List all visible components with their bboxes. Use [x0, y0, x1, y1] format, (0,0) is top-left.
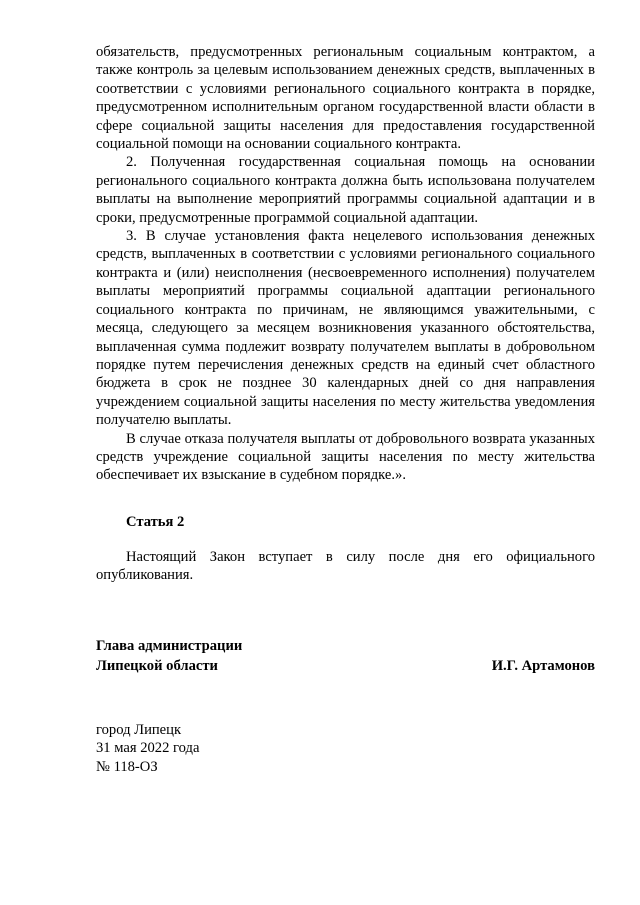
article-text: Настоящий Закон вступает в силу после дня его официального опубликования.: [96, 549, 595, 584]
signatory-name: И.Г. Артамонов: [491, 657, 595, 674]
date-line: 31 мая 2022 года: [96, 740, 200, 757]
paragraph-refusal: В случае отказа получателя выплаты от добровольного возврата указанных средств учреждение социальной защиты населения по месту жительства обеспечивает их взыскание в судебном порядке.».: [96, 430, 595, 484]
article-heading: Статья 2: [126, 514, 185, 530]
law-number: № 118-ОЗ: [96, 758, 158, 775]
paragraph-continuation: обязательств, предусмотренных региональным социальным контрактом, а также контроль за целевым использованием денежных средств, выплаченных в соответствии с условиями регионального социального контракта в порядке, предусмотренном исполнительным органом государственной власти области в сфере социальной защиты населения для предоставления государственной социальной помощи на основании социального контракта.: [96, 44, 595, 153]
paragraph-item-2: 2. Полученная государственная социальная помощь на основании регионального социального контракта должна быть использована получателем выплаты на выполнение мероприятий программы социальной адаптации и в сроки, предусмотренные программой социальной адаптации.: [96, 154, 595, 226]
document-footer: [96, 721, 199, 776]
signature-block: [96, 637, 595, 676]
signatory-title-line-1: Глава администрации: [96, 638, 243, 654]
paragraph-item-3: 3. В случае установления факта нецелевого использования денежных средств, выплаченных в соответствии с условиями регионального социального контракта и (или) неисполнения (несвоевременного исполнения) получателем выплаты мероприятий программы социальной адаптации регионального социального контракта по причинам, не являющимся уважительными, с месяца, следующего за месяцем возникновения указанного обстоятельства, выплаченная сумма подлежит возврату получателем выплаты в добровольном порядке путем перечисления денежных средств на единый счет областного бюджета в срок не позднее 30 календарных дней со дня направления учреждением социальной защиты населения по месту жительства уведомления получателю выплаты.: [96, 228, 595, 429]
city-line: город Липецк: [96, 722, 182, 738]
signatory-title-line-2: Липецкой области: [96, 657, 218, 674]
law-text-body: [96, 43, 595, 485]
